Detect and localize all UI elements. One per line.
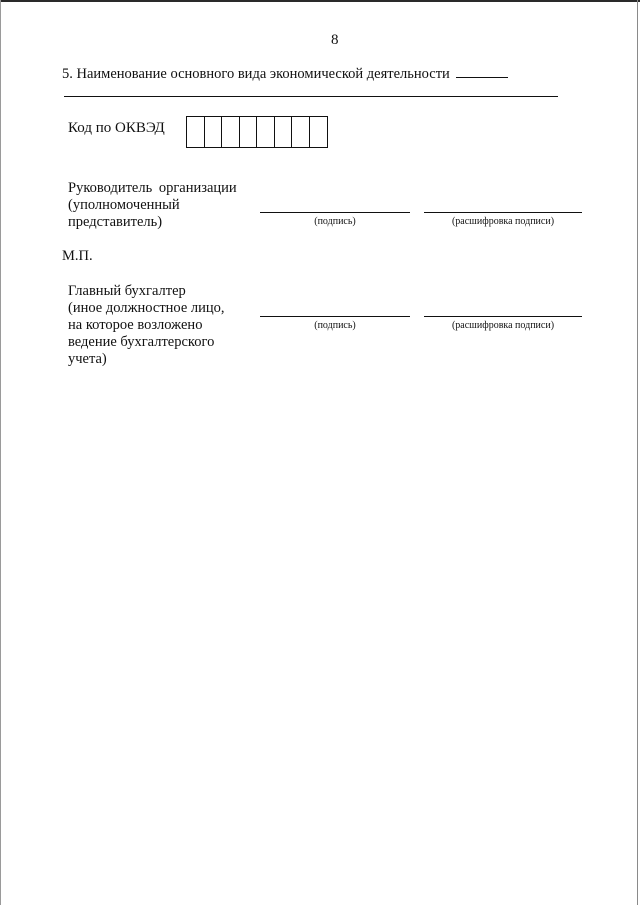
okved-label: Код по ОКВЭД [68, 120, 165, 136]
director-title [68, 180, 237, 231]
scan-edge-left [0, 0, 1, 905]
okved-digit-box[interactable] [275, 117, 293, 147]
director-title-line: Руководитель организации [68, 180, 237, 196]
accountant-title-line: учета) [68, 351, 107, 367]
accountant-signature-line[interactable] [260, 316, 410, 317]
okved-digit-box[interactable] [310, 117, 328, 147]
stamp-label: М.П. [62, 248, 93, 264]
scan-edge-right [637, 0, 638, 905]
director-signature-caption: (подпись) [314, 216, 356, 227]
director-decryption-line[interactable] [424, 212, 582, 213]
page-number: 8 [331, 32, 339, 48]
accountant-title-line: (иное должностное лицо, [68, 300, 225, 316]
accountant-title-line: на которое возложено [68, 317, 203, 333]
scan-edge-top [0, 0, 640, 2]
okved-digit-box[interactable] [205, 117, 223, 147]
director-title-line: представитель) [68, 214, 163, 230]
accountant-title [68, 283, 225, 368]
okved-code-boxes [186, 116, 328, 148]
accountant-signature-caption: (подпись) [314, 320, 356, 331]
okved-digit-box[interactable] [222, 117, 240, 147]
accountant-title-line: Главный бухгалтер [68, 283, 186, 299]
accountant-title-line: ведение бухгалтерского [68, 334, 215, 350]
director-decryption-caption: (расшифровка подписи) [451, 216, 555, 227]
accountant-decryption-line[interactable] [424, 316, 582, 317]
activity-name-field[interactable] [456, 63, 508, 78]
director-signature-line[interactable] [260, 212, 410, 213]
okved-digit-box[interactable] [240, 117, 258, 147]
section-heading [62, 63, 508, 83]
okved-digit-box[interactable] [257, 117, 275, 147]
activity-name-continuation-line[interactable] [64, 96, 558, 97]
okved-digit-box[interactable] [187, 117, 205, 147]
accountant-decryption-caption: (расшифровка подписи) [451, 320, 555, 331]
okved-digit-box[interactable] [292, 117, 310, 147]
section-heading-text: 5. Наименование основного вида экономической деятельности [62, 66, 450, 82]
director-title-line: (уполномоченный [68, 197, 180, 213]
